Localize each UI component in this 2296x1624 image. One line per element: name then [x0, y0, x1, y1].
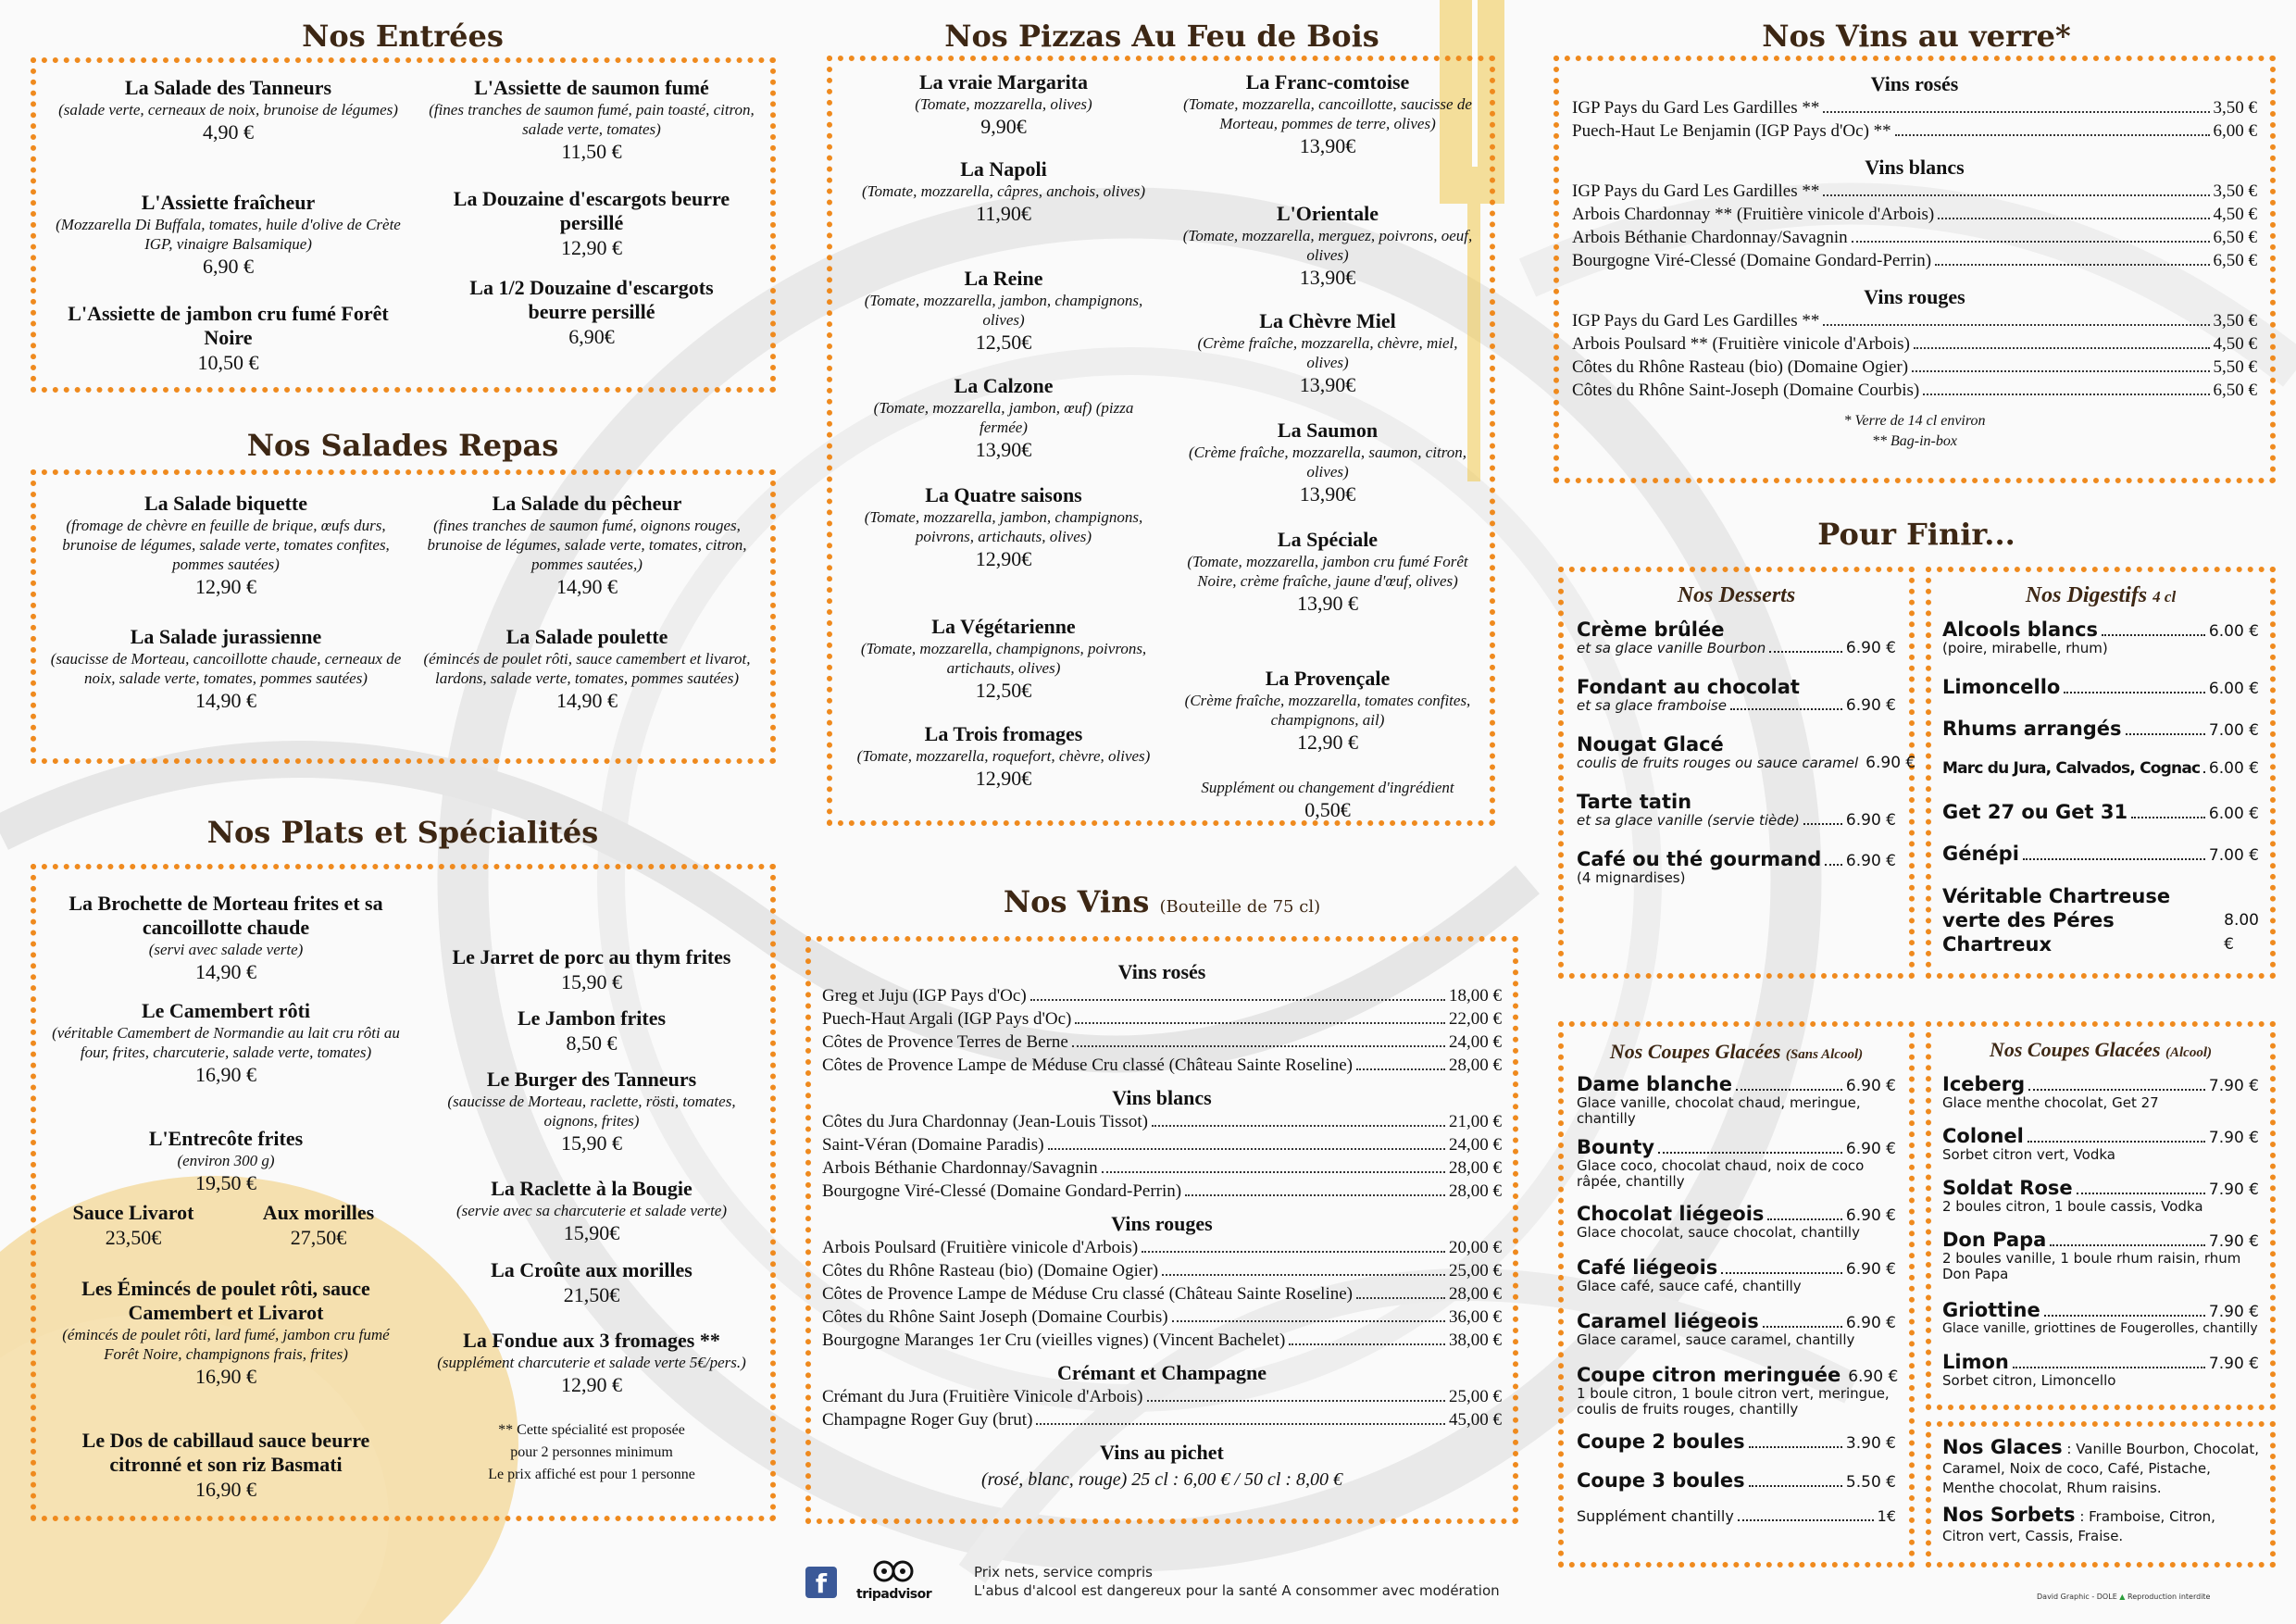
- coupe-item: Chocolat liégeois 6.90 € Glace chocolat, sauce chocolat, chantilly: [1577, 1203, 1896, 1241]
- pizza-item: La Quatre saisons (Tomate, mozzarella, jambon, champignons, poivrons, artichauts, olives) 12,90€: [864, 483, 1143, 570]
- owl-icon: [856, 1559, 930, 1583]
- wine-line: Côtes du Rhône Saint Joseph (Domaine Courbis) 36,00 €: [822, 1307, 1502, 1327]
- dessert-item: Fondant au chocolat et sa glace framboise 6.90 €: [1577, 676, 1896, 715]
- credit-text: David Graphic - DOLE ▲ Reproduction interdite: [2037, 1593, 2211, 1601]
- pizza-supplement: Supplément ou changement d'ingrédient 0,50€: [1201, 779, 1454, 821]
- facebook-icon[interactable]: f: [805, 1567, 837, 1598]
- wine-line: Côtes du Rhône Saint-Joseph (Domaine Courbis) 6,50 €: [1572, 381, 2257, 400]
- wine-line: Puech-Haut Le Benjamin (IGP Pays d'Oc) ** 6,00 €: [1572, 121, 2257, 141]
- dessert-item: Crème brûlée et sa glace vanille Bourbon 6.90 €: [1577, 618, 1896, 657]
- coupes-box: [1558, 1021, 1915, 1568]
- digestif-item: Rhums arrangés 7.00 €: [1942, 718, 2259, 740]
- wine-line: Arbois Poulsard (Fruitière vinicole d'Arbois) 20,00 €: [822, 1238, 1502, 1257]
- wine-line: Arbois Béthanie Chardonnay/Savagnin 28,00 €: [822, 1158, 1502, 1178]
- coupe-item: Coupe citron meringuée 6.90 € 1 boule citron, 1 boule citron vert, meringue, coulis de fruits rouges, chantilly: [1577, 1364, 1899, 1418]
- plats-note: ** Cette spécialité est proposée pour 2 personnes minimum Le prix affiché est pour 1 personne: [488, 1422, 695, 1482]
- digestifs-box: [1926, 567, 2276, 979]
- digestif-item: Limoncello 6.00 €: [1942, 676, 2259, 698]
- wine-line: Arbois Poulsard ** (Fruitière vinicole d'Arbois) 4,50 €: [1572, 334, 2257, 354]
- wine-line: Puech-Haut Argali (IGP Pays d'Oc) 22,00 €: [822, 1009, 1502, 1029]
- menu-item: La Salade jurassienne (saucisse de Morteau, cancoillotte chaude, cerneaux de noix, salade verte, tomates, pommes sautées) 14,90 €: [50, 625, 402, 712]
- verre-box: Vins rosés IGP Pays du Gard Les Gardilles ** 3,50 € Puech-Haut Le Benjamin (IGP Pays d'Oc) ** 6,00 € Vins blancs IGP Pays du Gard Les Gardilles ** 3,50 € Arbois Chardonnay ** (Fruitière vinicole d'Arbois) 4,50 € Arbois Béthanie Chardonnay/Savagnin 6,50 € Bourgogne Viré-Clessé (Domaine Gondard-Perrin) 6,50 € Vins rouges IGP Pays du Gard Les Gardilles ** 3,50 € Arbois Poulsard ** (Fruitière vinicole d'Arbois) 4,50 € Côtes du Rhône Rasteau (bio) (Domaine Ogier) 5,50 € Côtes du Rhône Saint-Joseph (Domaine Courbis) 6,50 € * Verre de 14 cl environ ** Bag-in-box: [1554, 56, 2276, 483]
- pizza-item: L'Orientale (Tomate, mozzarella, merguez, poivrons, oeuf, olives) 13,90€: [1182, 202, 1473, 289]
- menu-item: La Salade des Tanneurs (salade verte, cerneaux de noix, brunoise de légumes) 4,90 €: [58, 76, 398, 144]
- wine-line: Crémant du Jura (Fruitière Vinicole d'Arbois) 25,00 €: [822, 1387, 1502, 1406]
- coupe-alcool-item: Griottine 7.90 € Glace vanille, griottines de Fougerolles, chantilly: [1942, 1299, 2259, 1336]
- pichet-prices: (rosé, blanc, rouge) 25 cl : 6,00 € / 50 cl : 8,00 €: [980, 1469, 1343, 1490]
- chantilly-supplement: Supplément chantilly 1€: [1577, 1507, 1896, 1525]
- coupe-alcool-item: Limon 7.90 € Sorbet citron, Limoncello: [1942, 1351, 2259, 1389]
- wine-line: IGP Pays du Gard Les Gardilles ** 3,50 €: [1572, 181, 2257, 201]
- coupes-alcool-title: Nos Coupes Glacées (Alcool): [1989, 1038, 2213, 1061]
- menu-item: La Fondue aux 3 fromages ** (supplément charcuterie et salade verte 5€/pers.) 12,90 €: [437, 1329, 746, 1396]
- wine-line: Saint-Véran (Domaine Paradis) 24,00 €: [822, 1135, 1502, 1155]
- wine-line: Greg et Juju (IGP Pays d'Oc) 18,00 €: [822, 986, 1502, 1006]
- pizza-item: La Provençale (Crème fraîche, mozzarella, tomates confites, champignons, ail) 12,90 €: [1184, 667, 1471, 754]
- coupe-item: Coupe 3 boules 5.50 €: [1577, 1469, 1896, 1492]
- wine-line: Côtes du Jura Chardonnay (Jean-Louis Tissot) 21,00 €: [822, 1112, 1502, 1131]
- menu-item: L'Assiette fraîcheur (Mozzarella Di Buffala, tomates, huile d'olive de Crète IGP, vinaigre Balsamique) 6,90 €: [56, 191, 401, 278]
- menu-item: La Raclette à la Bougie (servie avec sa charcuterie et salade verte) 15,90€: [455, 1177, 728, 1244]
- tripadvisor-logo[interactable]: tripadvisor: [856, 1559, 930, 1605]
- menu-item: La Salade biquette (fromage de chèvre en feuille de brique, œufs durs, brunoise de légumes, salade verte, tomates confites, pommes sautées) 12,90 €: [62, 492, 390, 598]
- glaces-box: [1926, 1421, 2276, 1568]
- wine-line: Côtes de Provence Lampe de Méduse Cru classé (Château Sainte Roseline) 28,00 €: [822, 1056, 1502, 1075]
- coupes-title: Nos Coupes Glacées (Sans Alcool): [1609, 1040, 1864, 1063]
- menu-item: Aux morilles 27,50€: [262, 1201, 375, 1249]
- wine-line: Arbois Béthanie Chardonnay/Savagnin 6,50 €: [1572, 228, 2257, 247]
- glaces-text: Nos Glaces : Vanille Bourbon, Chocolat, Caramel, Noix de coco, Café, Pistache, Menthe chocolat, Rhum raisins.: [1942, 1436, 2259, 1496]
- menu-item: Le Burger des Tanneurs (saucisse de Morteau, raclette, rösti, tomates, oignons, frites) 15,90 €: [447, 1068, 736, 1155]
- pizza-item: La Végétarienne (Tomate, mozzarella, champignons, poivrons, artichauts, olives) 12,50€: [860, 615, 1147, 702]
- footer-text: Prix nets, service compris L'abus d'alcool est dangereux pour la santé A consommer avec modération: [974, 1564, 1500, 1599]
- menu-item: La Brochette de Morteau frites et sa cancoillotte chaude (servi avec salade verte) 14,90 €: [69, 892, 383, 983]
- wine-line: Côtes de Provence Lampe de Méduse Cru classé (Château Sainte Roseline) 28,00 €: [822, 1284, 1502, 1304]
- pizza-item: La Trois fromages (Tomate, mozzarella, roquefort, chèvre, olives) 12,90€: [856, 722, 1151, 790]
- menu-item: La 1/2 Douzaine d'escargots beurre persillé 6,90€: [469, 276, 714, 348]
- menu-item: Le Dos de cabillaud sauce beurre citronné et son riz Basmati 16,90 €: [81, 1429, 370, 1501]
- digestif-item: Véritable Chartreuse verte des Péres Chartreux 8.00 €: [1942, 885, 2259, 956]
- digestif-item: Alcools blancs 6.00 € (poire, mirabelle, rhum): [1942, 618, 2259, 656]
- pizzas-box: [827, 56, 1495, 826]
- digestif-item: Marc du Jura, Calvados, Cognac 6.00 €: [1942, 759, 2259, 778]
- menu-item: Le Camembert rôti (véritable Camembert de Normandie au lait cru rôti au four, frites, charcuterie, salade verte, tomates) 16,90 €: [52, 999, 400, 1086]
- pizza-item: La Reine (Tomate, mozzarella, jambon, champignons, olives) 12,50€: [864, 267, 1143, 354]
- wine-line: Bourgogne Viré-Clessé (Domaine Gondard-Perrin) 6,50 €: [1572, 251, 2257, 270]
- menu-item: Le Jarret de porc au thym frites 15,90 €: [452, 945, 731, 993]
- menu-item: L'Entrecôte frites (environ 300 g) 19,50 €: [148, 1127, 304, 1194]
- wine-line: Côtes du Rhône Rasteau (bio) (Domaine Ogier) 25,00 €: [822, 1261, 1502, 1280]
- coupe-item: Dame blanche 6.90 € Glace vanille, chocolat chaud, meringue, chantilly: [1577, 1073, 1896, 1127]
- coupe-alcool-item: Don Papa 7.90 € 2 boules vanille, 1 boule rhum raisin, rhum Don Papa: [1942, 1229, 2259, 1282]
- entrees-box: [31, 57, 776, 393]
- digestif-item: Get 27 ou Get 31 6.00 €: [1942, 801, 2259, 823]
- desserts-box: Nos Desserts Crème brûlée et sa glace vanille Bourbon 6.90 € Fondant au chocolat et sa glace framboise 6.90 € Nougat Glacé coulis de fruits rouges ou sauce caramel 6.90 € Tarte tatin et sa glace vanille (servie tiède) 6.90 € Café ou thé gourmand 6.90 € (4 mignardises): [1558, 567, 1915, 979]
- pizza-item: La vraie Margarita (Tomate, mozzarella, olives) 9,90€: [915, 70, 1092, 138]
- vins-title: Nos Vins (Bouteille de 75 cl): [1003, 884, 1321, 919]
- pizza-item: La Chèvre Miel (Crème fraîche, mozzarella, chèvre, miel, olives) 13,90€: [1197, 309, 1458, 396]
- wine-line: IGP Pays du Gard Les Gardilles ** 3,50 €: [1572, 98, 2257, 118]
- plats-title: Nos Plats et Spécialités: [206, 815, 599, 850]
- coupe-item: Coupe 2 boules 3.90 €: [1577, 1430, 1896, 1453]
- wine-line: IGP Pays du Gard Les Gardilles ** 3,50 €: [1572, 311, 2257, 331]
- pizza-item: La Spéciale (Tomate, mozzarella, jambon cru fumé Forêt Noire, crème fraîche, jaune d'œuf, olives) 13,90 €: [1187, 528, 1468, 615]
- salades-title: Nos Salades Repas: [246, 428, 559, 463]
- pizza-item: La Napoli (Tomate, mozzarella, câpres, anchois, olives) 11,90€: [862, 157, 1145, 225]
- menu-item: La Croûte aux morilles 21,50€: [491, 1258, 693, 1306]
- menu-item: La Douzaine d'escargots beurre persillé 12,90 €: [453, 187, 730, 259]
- dessert-item: Nougat Glacé coulis de fruits rouges ou sauce caramel 6.90 €: [1577, 733, 1916, 772]
- pizza-item: La Saumon (Crème fraîche, mozzarella, saumon, citron, olives) 13,90€: [1189, 418, 1466, 506]
- sorbets-text: Nos Sorbets : Framboise, Citron, Citron vert, Cassis, Fraise.: [1942, 1504, 2215, 1544]
- dessert-item: Café ou thé gourmand 6.90 € (4 mignardises): [1577, 848, 1896, 886]
- entrees-title: Nos Entrées: [302, 19, 504, 54]
- menu-item: Le Jambon frites 8,50 €: [517, 1006, 667, 1055]
- coupes-alcool-box: [1926, 1021, 2276, 1410]
- coupe-alcool-item: Iceberg 7.90 € Glace menthe chocolat, Get 27: [1942, 1073, 2259, 1111]
- menu-item: Sauce Livarot 23,50€: [72, 1201, 194, 1249]
- coupe-item: Caramel liégeois 6.90 € Glace caramel, sauce caramel, chantilly: [1577, 1310, 1896, 1348]
- pizzas-title: Nos Pizzas Au Feu de Bois: [944, 19, 1379, 54]
- wine-line: Bourgogne Viré-Clessé (Domaine Gondard-Perrin) 28,00 €: [822, 1181, 1502, 1201]
- coupe-alcool-item: Soldat Rose 7.90 € 2 boules citron, 1 boule cassis, Vodka: [1942, 1177, 2259, 1215]
- menu-item: La Salade poulette (émincés de poulet rôti, sauce camembert et livarot, lardons, salade verte, tomates, pommes sautées) 14,90 €: [423, 625, 751, 712]
- salades-box: [31, 469, 776, 764]
- digestifs-title: Nos Digestifs 4 cl: [2025, 583, 2177, 607]
- finir-title: Pour Finir...: [1817, 517, 2015, 552]
- wine-line: Champagne Roger Guy (brut) 45,00 €: [822, 1410, 1502, 1430]
- plats-box: [31, 864, 776, 1521]
- wine-line: Côtes de Provence Terres de Berne 24,00 €: [822, 1032, 1502, 1052]
- wine-line: Côtes du Rhône Rasteau (bio) (Domaine Ogier) 5,50 €: [1572, 357, 2257, 377]
- menu-item: L'Assiette de saumon fumé (fines tranches de saumon fumé, pain toasté, citron, salade verte, tomates) 11,50 €: [429, 76, 755, 163]
- pizza-item: La Franc-comtoise (Tomate, mozzarella, cancoillotte, saucisse de Morteau, pommes de terre, olives) 13,90€: [1183, 70, 1472, 157]
- menu-item: La Salade du pêcheur (fines tranches de saumon fumé, oignons rouges, brunoise de légumes, salade verte, tomates, citron, pommes sautées,) 14,90 €: [427, 492, 747, 598]
- digestif-item: Génépi 7.00 €: [1942, 843, 2259, 865]
- wine-line: Arbois Chardonnay ** (Fruitière vinicole d'Arbois) 4,50 €: [1572, 205, 2257, 224]
- menu-item: Les Émincés de poulet rôti, sauce Camembert et Livarot (émincés de poulet rôti, lard fumé, jambon cru fumé Forêt Noire, champignons frais, frites) 16,90 €: [62, 1277, 390, 1388]
- coupe-item: Bounty 6.90 € Glace coco, chocolat chaud, noix de coco râpée, chantilly: [1577, 1136, 1896, 1190]
- pizza-item: La Calzone (Tomate, mozzarella, jambon, œuf) (pizza fermée) 13,90€: [873, 374, 1134, 461]
- coupe-item: Café liégeois 6.90 € Glace café, sauce café, chantilly: [1577, 1256, 1896, 1294]
- menu-item: L'Assiette de jambon cru fumé Forêt Noire 10,50 €: [68, 302, 389, 374]
- dessert-item: Tarte tatin et sa glace vanille (servie tiède) 6.90 €: [1577, 791, 1896, 830]
- verre-title: Nos Vins au verre*: [1762, 19, 2071, 54]
- vins-box: Vins rosés Greg et Juju (IGP Pays d'Oc) 18,00 € Puech-Haut Argali (IGP Pays d'Oc) 22,00 € Côtes de Provence Terres de Berne 24,00 € Côtes de Provence Lampe de Méduse Cru classé (Château Sainte Roseline) 28,00 € Vins blancs Côtes du Jura Chardonnay (Jean-Louis Tissot) 21,00 € Saint-Véran (Domaine Paradis) 24,00 € Arbois Béthanie Chardonnay/Savagnin 28,00 € Bourgogne Viré-Clessé (Domaine Gondard-Perrin) 28,00 € Vins rouges Arbois Poulsard (Fruitière vinicole d'Arbois) 20,00 € Côtes du Rhône Rasteau (bio) (Domaine Ogier) 25,00 € Côtes de Provence Lampe de Méduse Cru classé (Château Sainte Roseline) 28,00 € Côtes du Rhône Saint Joseph (Domaine Courbis) 36,00 € Bourgogne Maranges 1er Cru (vieilles vignes) (Vincent Bachelet) 38,00 € Crémant et Champagne Crémant du Jura (Fruitière Vinicole d'Arbois) 25,00 € Champagne Roger Guy (brut) 45,00 € Vins au pichet (rosé, blanc, rouge) 25 cl : 6,00 € / 50 cl : 8,00 €: [805, 936, 1518, 1524]
- wine-line: Bourgogne Maranges 1er Cru (vieilles vignes) (Vincent Bachelet) 38,00 €: [822, 1330, 1502, 1350]
- coupe-alcool-item: Colonel 7.90 € Sorbet citron vert, Vodka: [1942, 1125, 2259, 1163]
